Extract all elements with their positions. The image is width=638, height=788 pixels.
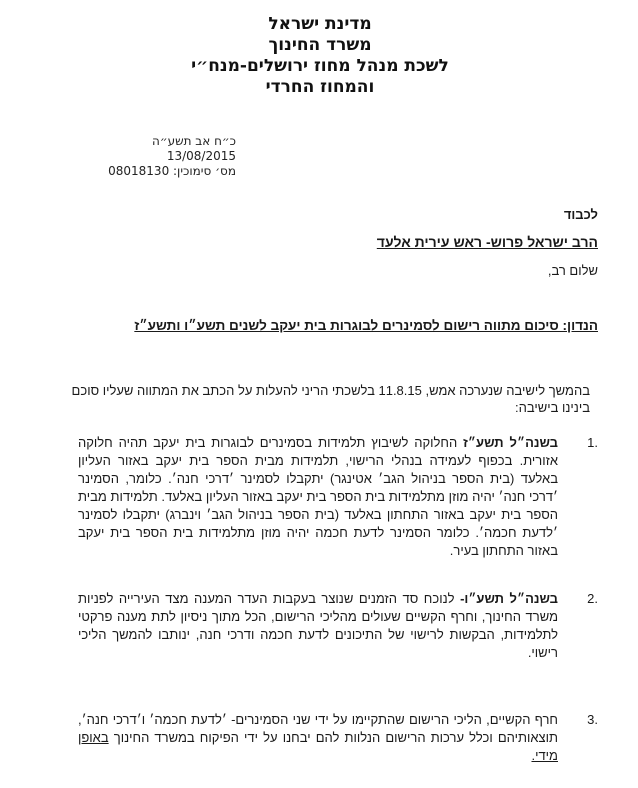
list-item-1 <box>38 434 598 560</box>
to-label: לכבוד <box>563 207 598 222</box>
letterhead-state: מדינת ישראל <box>268 14 372 34</box>
letter-meta <box>76 134 236 179</box>
item-body <box>78 711 558 765</box>
item-body <box>78 590 558 662</box>
subject-line: הנדון: סיכום מתווה רישום לסמינרים לבוגרות בית יעקב לשנים תשע״ו ותשע״ז <box>134 318 598 333</box>
intro-paragraph: בהמשך לישיבה שנערכה אמש, 11.8.15 בלשכתי הריני להעלות על הכתב את המתווה שעליו סוכם בינינו בישיבה: <box>71 383 590 415</box>
gregorian-date: 13/08/2015 <box>166 149 236 163</box>
item-number: 2. <box>587 591 598 606</box>
letterhead-office: לשכת מנהל מחוז ירושלים-מנח״י <box>191 56 449 76</box>
recipient-name: הרב ישראל פרוש- ראש עירית אלעד <box>376 234 598 250</box>
reference-number: מס׳ סימוכין: 08018130 <box>108 164 236 178</box>
letterhead-ministry: משרד החינוך <box>268 35 372 55</box>
list-item-2 <box>38 590 598 662</box>
item-text: חרף הקשיים, הליכי הרישום שהתקיימו על ידי שני הסמינרים- ׳לדעת חכמה׳ ו׳דרכי חנה׳, תוצאותיהם וכלל ערכות הרישום הנלוות להם יבחנו על ידי הפיקוח במשרד החינוך <box>78 712 558 745</box>
hebrew-date: כ״ח אב תשע״ה <box>152 134 236 148</box>
greeting: שלום רב, <box>547 263 598 278</box>
item-lead: בשנה״ל תשע״ו- <box>460 591 559 606</box>
list-item-3 <box>38 711 598 765</box>
item-underlined-tail: באופן מידי. <box>78 730 558 763</box>
item-text: לנוכח סד הזמנים שנוצר בעקבות העדר המענה מצד העירייה לפניות משרד החינוך, וחרף הקשיים שעולים מהליכי הרישום, הכל מתוך ניסיון לתת מענה פרקטי לתלמידות, הבקשות לרישוי של התיכונים לדעת חכמה ודרכי חנה, ינותבו להמשך הליכי רישוי. <box>78 591 558 660</box>
item-number: 1. <box>587 435 598 450</box>
item-text: החלוקה לשיבוץ תלמידות בסמינרים לבוגרות בית יעקב תהיה חלוקה אזורית. בכפוף לעמידה בנהלי הרישוי, תלמידות מבית הספר בית יעקב באזור העליון באלעד (בית הספר בניהול הגב׳ אטינגר) יתקבלו לסמינר ׳דרכי חנה׳. כלומר, הסמינר ׳דרכי חנה׳ יהיה מוזן מתלמידות בית הספר בית יעקב באזור העליון באלעד. תלמידות מבית הספר בית יעקב באזור התחתון באלעד (בית הספר בניהול הגב׳ וינברג) יתקבלו לסמינר ׳לדעת חכמה׳. כלומר הסמינר לדעת חכמה יהיה מוזן מתלמידות בית הספר בית יעקב באזור התחתון בעיר. <box>78 435 558 558</box>
letterhead <box>150 14 490 98</box>
item-number: 3. <box>587 712 598 727</box>
item-body <box>78 434 558 560</box>
letterhead-district: והמחוז החרדי <box>265 77 375 97</box>
item-lead: בשנה״ל תשע״ז <box>463 435 558 450</box>
